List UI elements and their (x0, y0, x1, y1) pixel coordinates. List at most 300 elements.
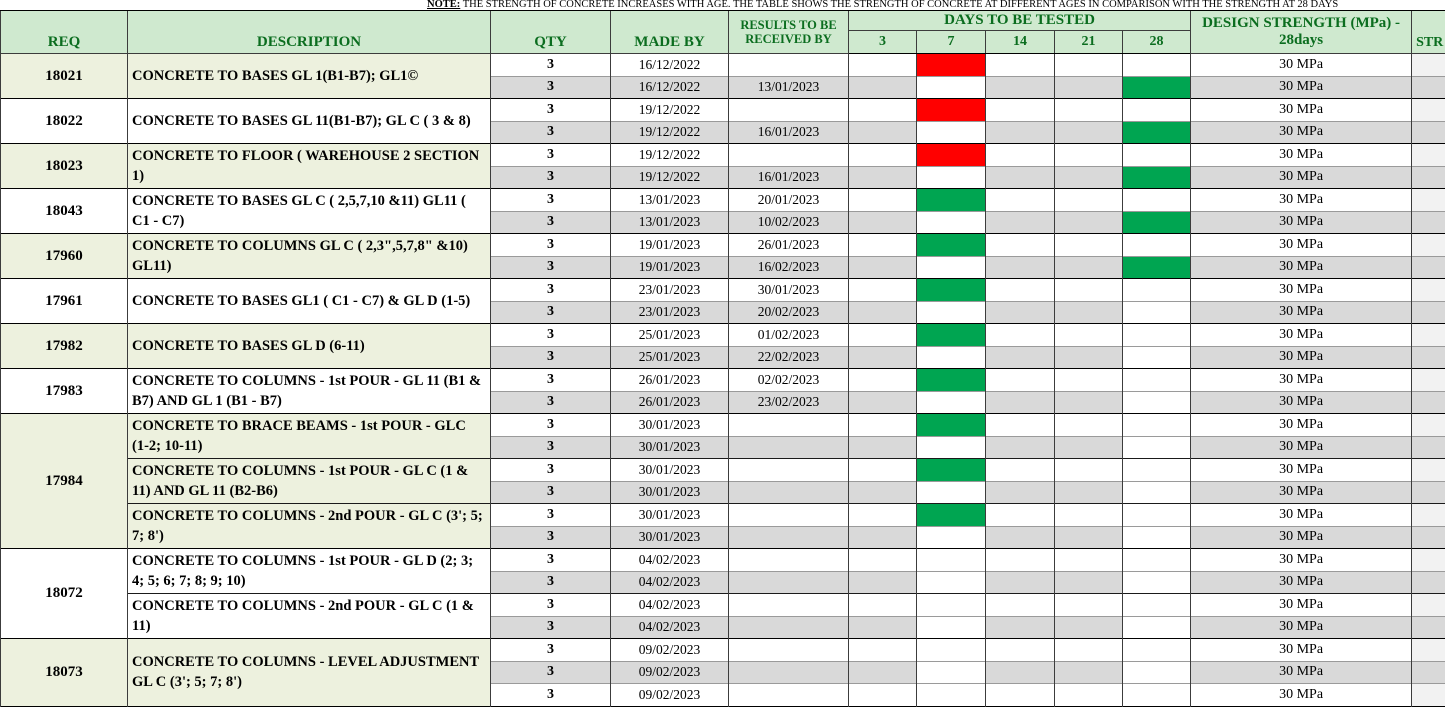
test-day-7-cell[interactable] (917, 76, 986, 99)
test-day-21-cell[interactable] (1055, 76, 1123, 99)
made-by-cell[interactable]: 19/12/2022 (611, 121, 729, 144)
results-cell[interactable] (729, 571, 849, 594)
test-day-21-cell[interactable] (1055, 54, 1123, 77)
results-cell[interactable]: 10/02/2023 (729, 211, 849, 234)
test-day-7-cell[interactable] (917, 279, 986, 302)
test-day-3-cell[interactable] (849, 121, 917, 144)
test-day-7-cell[interactable] (917, 684, 986, 707)
test-day-7-cell[interactable] (917, 99, 986, 122)
made-by-cell[interactable]: 04/02/2023 (611, 616, 729, 639)
test-day-3-cell[interactable] (849, 594, 917, 617)
header-day-7[interactable]: 7 (917, 31, 986, 54)
test-day-28-cell[interactable] (1123, 414, 1191, 437)
test-day-14-cell[interactable] (986, 684, 1055, 707)
design-strength-cell[interactable]: 30 MPa (1191, 414, 1412, 437)
results-cell[interactable]: 16/02/2023 (729, 256, 849, 279)
test-day-3-cell[interactable] (849, 76, 917, 99)
qty-cell[interactable]: 3 (491, 661, 611, 684)
design-strength-cell[interactable]: 30 MPa (1191, 391, 1412, 414)
test-day-14-cell[interactable] (986, 661, 1055, 684)
test-day-21-cell[interactable] (1055, 324, 1123, 347)
clipped-extra-cell[interactable] (1412, 369, 1445, 392)
made-by-cell[interactable]: 25/01/2023 (611, 346, 729, 369)
header-day-28[interactable]: 28 (1123, 31, 1191, 54)
test-day-3-cell[interactable] (849, 639, 917, 662)
header-req[interactable]: REQ (1, 11, 128, 54)
clipped-extra-cell[interactable] (1412, 639, 1445, 662)
design-strength-cell[interactable]: 30 MPa (1191, 121, 1412, 144)
qty-cell[interactable]: 3 (491, 256, 611, 279)
design-strength-cell[interactable]: 30 MPa (1191, 324, 1412, 347)
test-day-21-cell[interactable] (1055, 189, 1123, 212)
test-day-28-cell[interactable] (1123, 684, 1191, 707)
clipped-extra-cell[interactable] (1412, 166, 1445, 189)
test-day-28-cell[interactable] (1123, 144, 1191, 167)
results-cell[interactable] (729, 504, 849, 527)
test-day-21-cell[interactable] (1055, 661, 1123, 684)
req-cell[interactable]: 18022 (1, 99, 128, 144)
clipped-extra-cell[interactable] (1412, 504, 1445, 527)
test-day-28-cell[interactable] (1123, 279, 1191, 302)
test-day-14-cell[interactable] (986, 256, 1055, 279)
results-cell[interactable]: 20/01/2023 (729, 189, 849, 212)
description-cell[interactable]: CONCRETE TO COLUMNS - 1st POUR - GL C (1 & 11) AND GL 11 (B2-B6) (128, 459, 491, 504)
qty-cell[interactable]: 3 (491, 54, 611, 77)
test-day-28-cell[interactable] (1123, 391, 1191, 414)
test-day-21-cell[interactable] (1055, 121, 1123, 144)
made-by-cell[interactable]: 19/01/2023 (611, 234, 729, 257)
test-day-28-cell[interactable] (1123, 54, 1191, 77)
clipped-extra-cell[interactable] (1412, 279, 1445, 302)
test-day-7-cell[interactable] (917, 436, 986, 459)
test-day-14-cell[interactable] (986, 99, 1055, 122)
test-day-28-cell[interactable] (1123, 481, 1191, 504)
test-day-28-cell[interactable] (1123, 189, 1191, 212)
test-day-21-cell[interactable] (1055, 616, 1123, 639)
test-day-7-cell[interactable] (917, 211, 986, 234)
made-by-cell[interactable]: 13/01/2023 (611, 189, 729, 212)
test-day-21-cell[interactable] (1055, 414, 1123, 437)
clipped-extra-cell[interactable] (1412, 459, 1445, 482)
qty-cell[interactable]: 3 (491, 481, 611, 504)
made-by-cell[interactable]: 19/12/2022 (611, 144, 729, 167)
made-by-cell[interactable]: 19/12/2022 (611, 99, 729, 122)
test-day-14-cell[interactable] (986, 391, 1055, 414)
test-day-21-cell[interactable] (1055, 459, 1123, 482)
req-cell[interactable]: 18072 (1, 549, 128, 639)
made-by-cell[interactable]: 04/02/2023 (611, 549, 729, 572)
test-day-21-cell[interactable] (1055, 144, 1123, 167)
clipped-extra-cell[interactable] (1412, 549, 1445, 572)
description-cell[interactable]: CONCRETE TO COLUMNS - 1st POUR - GL D (2; 3; 4; 5; 6; 7; 8; 9; 10) (128, 549, 491, 594)
description-cell[interactable]: CONCRETE TO BASES GL 1(B1-B7); GL1© (128, 54, 491, 99)
made-by-cell[interactable]: 09/02/2023 (611, 639, 729, 662)
results-cell[interactable] (729, 549, 849, 572)
clipped-extra-cell[interactable] (1412, 616, 1445, 639)
qty-cell[interactable]: 3 (491, 234, 611, 257)
results-cell[interactable] (729, 144, 849, 167)
qty-cell[interactable]: 3 (491, 369, 611, 392)
header-design-strength[interactable] (1191, 11, 1412, 54)
made-by-cell[interactable]: 26/01/2023 (611, 369, 729, 392)
test-day-21-cell[interactable] (1055, 504, 1123, 527)
clipped-extra-cell[interactable] (1412, 661, 1445, 684)
clipped-extra-cell[interactable] (1412, 571, 1445, 594)
test-day-14-cell[interactable] (986, 414, 1055, 437)
test-day-7-cell[interactable] (917, 346, 986, 369)
made-by-cell[interactable]: 25/01/2023 (611, 324, 729, 347)
req-cell[interactable]: 17961 (1, 279, 128, 324)
made-by-cell[interactable]: 19/01/2023 (611, 256, 729, 279)
design-strength-cell[interactable]: 30 MPa (1191, 256, 1412, 279)
test-day-7-cell[interactable] (917, 639, 986, 662)
req-cell[interactable]: 17983 (1, 369, 128, 414)
test-day-28-cell[interactable] (1123, 526, 1191, 549)
qty-cell[interactable]: 3 (491, 346, 611, 369)
test-day-3-cell[interactable] (849, 504, 917, 527)
test-day-3-cell[interactable] (849, 481, 917, 504)
test-day-28-cell[interactable] (1123, 211, 1191, 234)
test-day-28-cell[interactable] (1123, 616, 1191, 639)
clipped-extra-cell[interactable] (1412, 234, 1445, 257)
test-day-28-cell[interactable] (1123, 459, 1191, 482)
test-day-3-cell[interactable] (849, 369, 917, 392)
made-by-cell[interactable]: 30/01/2023 (611, 459, 729, 482)
header-day-3[interactable]: 3 (849, 31, 917, 54)
test-day-7-cell[interactable] (917, 504, 986, 527)
qty-cell[interactable]: 3 (491, 144, 611, 167)
clipped-extra-cell[interactable] (1412, 99, 1445, 122)
description-cell[interactable]: CONCRETE TO COLUMNS - 1st POUR - GL 11 (B1 & B7) AND GL 1 (B1 - B7) (128, 369, 491, 414)
clipped-extra-cell[interactable] (1412, 256, 1445, 279)
test-day-3-cell[interactable] (849, 234, 917, 257)
test-day-28-cell[interactable] (1123, 436, 1191, 459)
clipped-extra-cell[interactable] (1412, 684, 1445, 707)
design-strength-cell[interactable]: 30 MPa (1191, 684, 1412, 707)
test-day-28-cell[interactable] (1123, 346, 1191, 369)
design-strength-cell[interactable]: 30 MPa (1191, 526, 1412, 549)
made-by-cell[interactable]: 30/01/2023 (611, 436, 729, 459)
test-day-14-cell[interactable] (986, 189, 1055, 212)
test-day-21-cell[interactable] (1055, 279, 1123, 302)
qty-cell[interactable]: 3 (491, 414, 611, 437)
test-day-14-cell[interactable] (986, 571, 1055, 594)
made-by-cell[interactable]: 04/02/2023 (611, 571, 729, 594)
test-day-21-cell[interactable] (1055, 391, 1123, 414)
test-day-3-cell[interactable] (849, 99, 917, 122)
design-strength-cell[interactable]: 30 MPa (1191, 459, 1412, 482)
test-day-7-cell[interactable] (917, 166, 986, 189)
design-strength-cell[interactable]: 30 MPa (1191, 279, 1412, 302)
test-day-28-cell[interactable] (1123, 301, 1191, 324)
header-results[interactable]: RESULTS TO BE RECEIVED BY (729, 11, 849, 54)
test-day-7-cell[interactable] (917, 481, 986, 504)
test-day-7-cell[interactable] (917, 189, 986, 212)
test-day-7-cell[interactable] (917, 571, 986, 594)
design-strength-cell[interactable]: 30 MPa (1191, 301, 1412, 324)
test-day-21-cell[interactable] (1055, 166, 1123, 189)
results-cell[interactable]: 23/02/2023 (729, 391, 849, 414)
clipped-extra-cell[interactable] (1412, 54, 1445, 77)
test-day-28-cell[interactable] (1123, 594, 1191, 617)
header-extra-clipped[interactable]: STR (1412, 11, 1445, 54)
test-day-21-cell[interactable] (1055, 639, 1123, 662)
design-strength-cell[interactable]: 30 MPa (1191, 166, 1412, 189)
test-day-28-cell[interactable] (1123, 121, 1191, 144)
test-day-7-cell[interactable] (917, 324, 986, 347)
test-day-28-cell[interactable] (1123, 639, 1191, 662)
test-day-28-cell[interactable] (1123, 549, 1191, 572)
header-made-by[interactable]: MADE BY (611, 11, 729, 54)
clipped-extra-cell[interactable] (1412, 526, 1445, 549)
header-days-group[interactable]: DAYS TO BE TESTED (849, 11, 1191, 31)
results-cell[interactable] (729, 459, 849, 482)
test-day-7-cell[interactable] (917, 526, 986, 549)
test-day-7-cell[interactable] (917, 616, 986, 639)
test-day-14-cell[interactable] (986, 279, 1055, 302)
test-day-28-cell[interactable] (1123, 661, 1191, 684)
description-cell[interactable]: CONCRETE TO BASES GL1 ( C1 - C7) & GL D (1-5) (128, 279, 491, 324)
test-day-14-cell[interactable] (986, 166, 1055, 189)
design-strength-cell[interactable]: 30 MPa (1191, 234, 1412, 257)
header-qty[interactable]: QTY (491, 11, 611, 54)
test-day-3-cell[interactable] (849, 324, 917, 347)
design-strength-cell[interactable]: 30 MPa (1191, 504, 1412, 527)
test-day-3-cell[interactable] (849, 166, 917, 189)
design-strength-cell[interactable]: 30 MPa (1191, 211, 1412, 234)
test-day-14-cell[interactable] (986, 211, 1055, 234)
test-day-7-cell[interactable] (917, 414, 986, 437)
test-day-7-cell[interactable] (917, 549, 986, 572)
test-day-28-cell[interactable] (1123, 324, 1191, 347)
results-cell[interactable]: 30/01/2023 (729, 279, 849, 302)
description-cell[interactable]: CONCRETE TO BASES GL D (6-11) (128, 324, 491, 369)
test-day-14-cell[interactable] (986, 54, 1055, 77)
description-cell[interactable]: CONCRETE TO BASES GL 11(B1-B7); GL C ( 3 & 8) (128, 99, 491, 144)
qty-cell[interactable]: 3 (491, 189, 611, 212)
test-day-28-cell[interactable] (1123, 234, 1191, 257)
req-cell[interactable]: 18021 (1, 54, 128, 99)
test-day-14-cell[interactable] (986, 76, 1055, 99)
qty-cell[interactable]: 3 (491, 639, 611, 662)
qty-cell[interactable]: 3 (491, 616, 611, 639)
clipped-extra-cell[interactable] (1412, 144, 1445, 167)
results-cell[interactable]: 20/02/2023 (729, 301, 849, 324)
test-day-7-cell[interactable] (917, 661, 986, 684)
test-day-3-cell[interactable] (849, 279, 917, 302)
results-cell[interactable] (729, 661, 849, 684)
results-cell[interactable]: 13/01/2023 (729, 76, 849, 99)
req-cell[interactable]: 18043 (1, 189, 128, 234)
qty-cell[interactable]: 3 (491, 324, 611, 347)
test-day-3-cell[interactable] (849, 301, 917, 324)
design-strength-cell[interactable]: 30 MPa (1191, 369, 1412, 392)
req-cell[interactable]: 18073 (1, 639, 128, 707)
results-cell[interactable]: 16/01/2023 (729, 166, 849, 189)
test-day-14-cell[interactable] (986, 234, 1055, 257)
qty-cell[interactable]: 3 (491, 594, 611, 617)
test-day-3-cell[interactable] (849, 391, 917, 414)
clipped-extra-cell[interactable] (1412, 414, 1445, 437)
design-strength-cell[interactable]: 30 MPa (1191, 189, 1412, 212)
test-day-21-cell[interactable] (1055, 436, 1123, 459)
test-day-14-cell[interactable] (986, 549, 1055, 572)
test-day-3-cell[interactable] (849, 346, 917, 369)
qty-cell[interactable]: 3 (491, 571, 611, 594)
test-day-14-cell[interactable] (986, 481, 1055, 504)
qty-cell[interactable]: 3 (491, 459, 611, 482)
design-strength-cell[interactable]: 30 MPa (1191, 571, 1412, 594)
qty-cell[interactable]: 3 (491, 549, 611, 572)
test-day-14-cell[interactable] (986, 616, 1055, 639)
test-day-3-cell[interactable] (849, 616, 917, 639)
made-by-cell[interactable]: 30/01/2023 (611, 526, 729, 549)
test-day-21-cell[interactable] (1055, 346, 1123, 369)
test-day-28-cell[interactable] (1123, 571, 1191, 594)
design-strength-cell[interactable]: 30 MPa (1191, 661, 1412, 684)
test-day-28-cell[interactable] (1123, 369, 1191, 392)
design-strength-cell[interactable]: 30 MPa (1191, 594, 1412, 617)
made-by-cell[interactable]: 09/02/2023 (611, 684, 729, 707)
results-cell[interactable]: 22/02/2023 (729, 346, 849, 369)
design-strength-cell[interactable]: 30 MPa (1191, 54, 1412, 77)
made-by-cell[interactable]: 30/01/2023 (611, 504, 729, 527)
clipped-extra-cell[interactable] (1412, 481, 1445, 504)
test-day-14-cell[interactable] (986, 121, 1055, 144)
test-day-14-cell[interactable] (986, 459, 1055, 482)
test-day-21-cell[interactable] (1055, 211, 1123, 234)
test-day-7-cell[interactable] (917, 369, 986, 392)
results-cell[interactable] (729, 616, 849, 639)
test-day-21-cell[interactable] (1055, 684, 1123, 707)
test-day-14-cell[interactable] (986, 301, 1055, 324)
req-cell[interactable]: 17982 (1, 324, 128, 369)
test-day-21-cell[interactable] (1055, 256, 1123, 279)
made-by-cell[interactable]: 16/12/2022 (611, 54, 729, 77)
header-description[interactable]: DESCRIPTION (128, 11, 491, 54)
clipped-extra-cell[interactable] (1412, 346, 1445, 369)
test-day-7-cell[interactable] (917, 391, 986, 414)
results-cell[interactable] (729, 436, 849, 459)
results-cell[interactable]: 16/01/2023 (729, 121, 849, 144)
qty-cell[interactable]: 3 (491, 504, 611, 527)
test-day-21-cell[interactable] (1055, 369, 1123, 392)
test-day-3-cell[interactable] (849, 54, 917, 77)
clipped-extra-cell[interactable] (1412, 121, 1445, 144)
qty-cell[interactable]: 3 (491, 391, 611, 414)
results-cell[interactable] (729, 684, 849, 707)
test-day-7-cell[interactable] (917, 301, 986, 324)
test-day-3-cell[interactable] (849, 414, 917, 437)
made-by-cell[interactable]: 09/02/2023 (611, 661, 729, 684)
test-day-3-cell[interactable] (849, 526, 917, 549)
made-by-cell[interactable]: 04/02/2023 (611, 594, 729, 617)
test-day-7-cell[interactable] (917, 54, 986, 77)
made-by-cell[interactable]: 19/12/2022 (611, 166, 729, 189)
qty-cell[interactable]: 3 (491, 526, 611, 549)
test-day-7-cell[interactable] (917, 121, 986, 144)
qty-cell[interactable]: 3 (491, 211, 611, 234)
qty-cell[interactable]: 3 (491, 279, 611, 302)
design-strength-cell[interactable]: 30 MPa (1191, 549, 1412, 572)
design-strength-cell[interactable]: 30 MPa (1191, 616, 1412, 639)
made-by-cell[interactable]: 13/01/2023 (611, 211, 729, 234)
made-by-cell[interactable]: 30/01/2023 (611, 414, 729, 437)
test-day-14-cell[interactable] (986, 526, 1055, 549)
req-cell[interactable]: 17984 (1, 414, 128, 549)
test-day-3-cell[interactable] (849, 211, 917, 234)
test-day-3-cell[interactable] (849, 144, 917, 167)
test-day-28-cell[interactable] (1123, 166, 1191, 189)
results-cell[interactable] (729, 54, 849, 77)
made-by-cell[interactable]: 16/12/2022 (611, 76, 729, 99)
qty-cell[interactable]: 3 (491, 436, 611, 459)
qty-cell[interactable]: 3 (491, 99, 611, 122)
test-day-21-cell[interactable] (1055, 594, 1123, 617)
test-day-3-cell[interactable] (849, 684, 917, 707)
test-day-3-cell[interactable] (849, 661, 917, 684)
clipped-extra-cell[interactable] (1412, 211, 1445, 234)
test-day-14-cell[interactable] (986, 436, 1055, 459)
test-day-7-cell[interactable] (917, 144, 986, 167)
description-cell[interactable]: CONCRETE TO COLUMNS - 2nd POUR - GL C (3'; 5; 7; 8') (128, 504, 491, 549)
description-cell[interactable]: CONCRETE TO FLOOR ( WAREHOUSE 2 SECTION 1) (128, 144, 491, 189)
description-cell[interactable]: CONCRETE TO COLUMNS GL C ( 2,3",5,7,8" &10) GL11) (128, 234, 491, 279)
test-day-21-cell[interactable] (1055, 234, 1123, 257)
qty-cell[interactable]: 3 (491, 76, 611, 99)
design-strength-cell[interactable]: 30 MPa (1191, 76, 1412, 99)
test-day-28-cell[interactable] (1123, 76, 1191, 99)
test-day-7-cell[interactable] (917, 256, 986, 279)
test-day-7-cell[interactable] (917, 459, 986, 482)
design-strength-cell[interactable]: 30 MPa (1191, 436, 1412, 459)
req-cell[interactable]: 18023 (1, 144, 128, 189)
design-strength-cell[interactable]: 30 MPa (1191, 481, 1412, 504)
test-day-14-cell[interactable] (986, 594, 1055, 617)
made-by-cell[interactable]: 26/01/2023 (611, 391, 729, 414)
header-day-14[interactable]: 14 (986, 31, 1055, 54)
test-day-28-cell[interactable] (1123, 99, 1191, 122)
test-day-28-cell[interactable] (1123, 256, 1191, 279)
test-day-14-cell[interactable] (986, 144, 1055, 167)
results-cell[interactable]: 02/02/2023 (729, 369, 849, 392)
description-cell[interactable]: CONCRETE TO COLUMNS - 2nd POUR - GL C (1 & 11) (128, 594, 491, 639)
made-by-cell[interactable]: 23/01/2023 (611, 301, 729, 324)
made-by-cell[interactable]: 30/01/2023 (611, 481, 729, 504)
results-cell[interactable] (729, 639, 849, 662)
description-cell[interactable]: CONCRETE TO COLUMNS - LEVEL ADJUSTMENT GL C (3'; 5; 7; 8') (128, 639, 491, 707)
test-day-21-cell[interactable] (1055, 99, 1123, 122)
req-cell[interactable]: 17960 (1, 234, 128, 279)
test-day-3-cell[interactable] (849, 459, 917, 482)
test-day-3-cell[interactable] (849, 549, 917, 572)
test-day-21-cell[interactable] (1055, 481, 1123, 504)
header-day-21[interactable]: 21 (1055, 31, 1123, 54)
description-cell[interactable]: CONCRETE TO BASES GL C ( 2,5,7,10 &11) GL11 ( C1 - C7) (128, 189, 491, 234)
test-day-21-cell[interactable] (1055, 526, 1123, 549)
test-day-14-cell[interactable] (986, 369, 1055, 392)
made-by-cell[interactable]: 23/01/2023 (611, 279, 729, 302)
test-day-3-cell[interactable] (849, 571, 917, 594)
test-day-14-cell[interactable] (986, 346, 1055, 369)
results-cell[interactable] (729, 99, 849, 122)
test-day-21-cell[interactable] (1055, 549, 1123, 572)
clipped-extra-cell[interactable] (1412, 301, 1445, 324)
clipped-extra-cell[interactable] (1412, 324, 1445, 347)
design-strength-cell[interactable]: 30 MPa (1191, 639, 1412, 662)
test-day-3-cell[interactable] (849, 189, 917, 212)
test-day-14-cell[interactable] (986, 324, 1055, 347)
